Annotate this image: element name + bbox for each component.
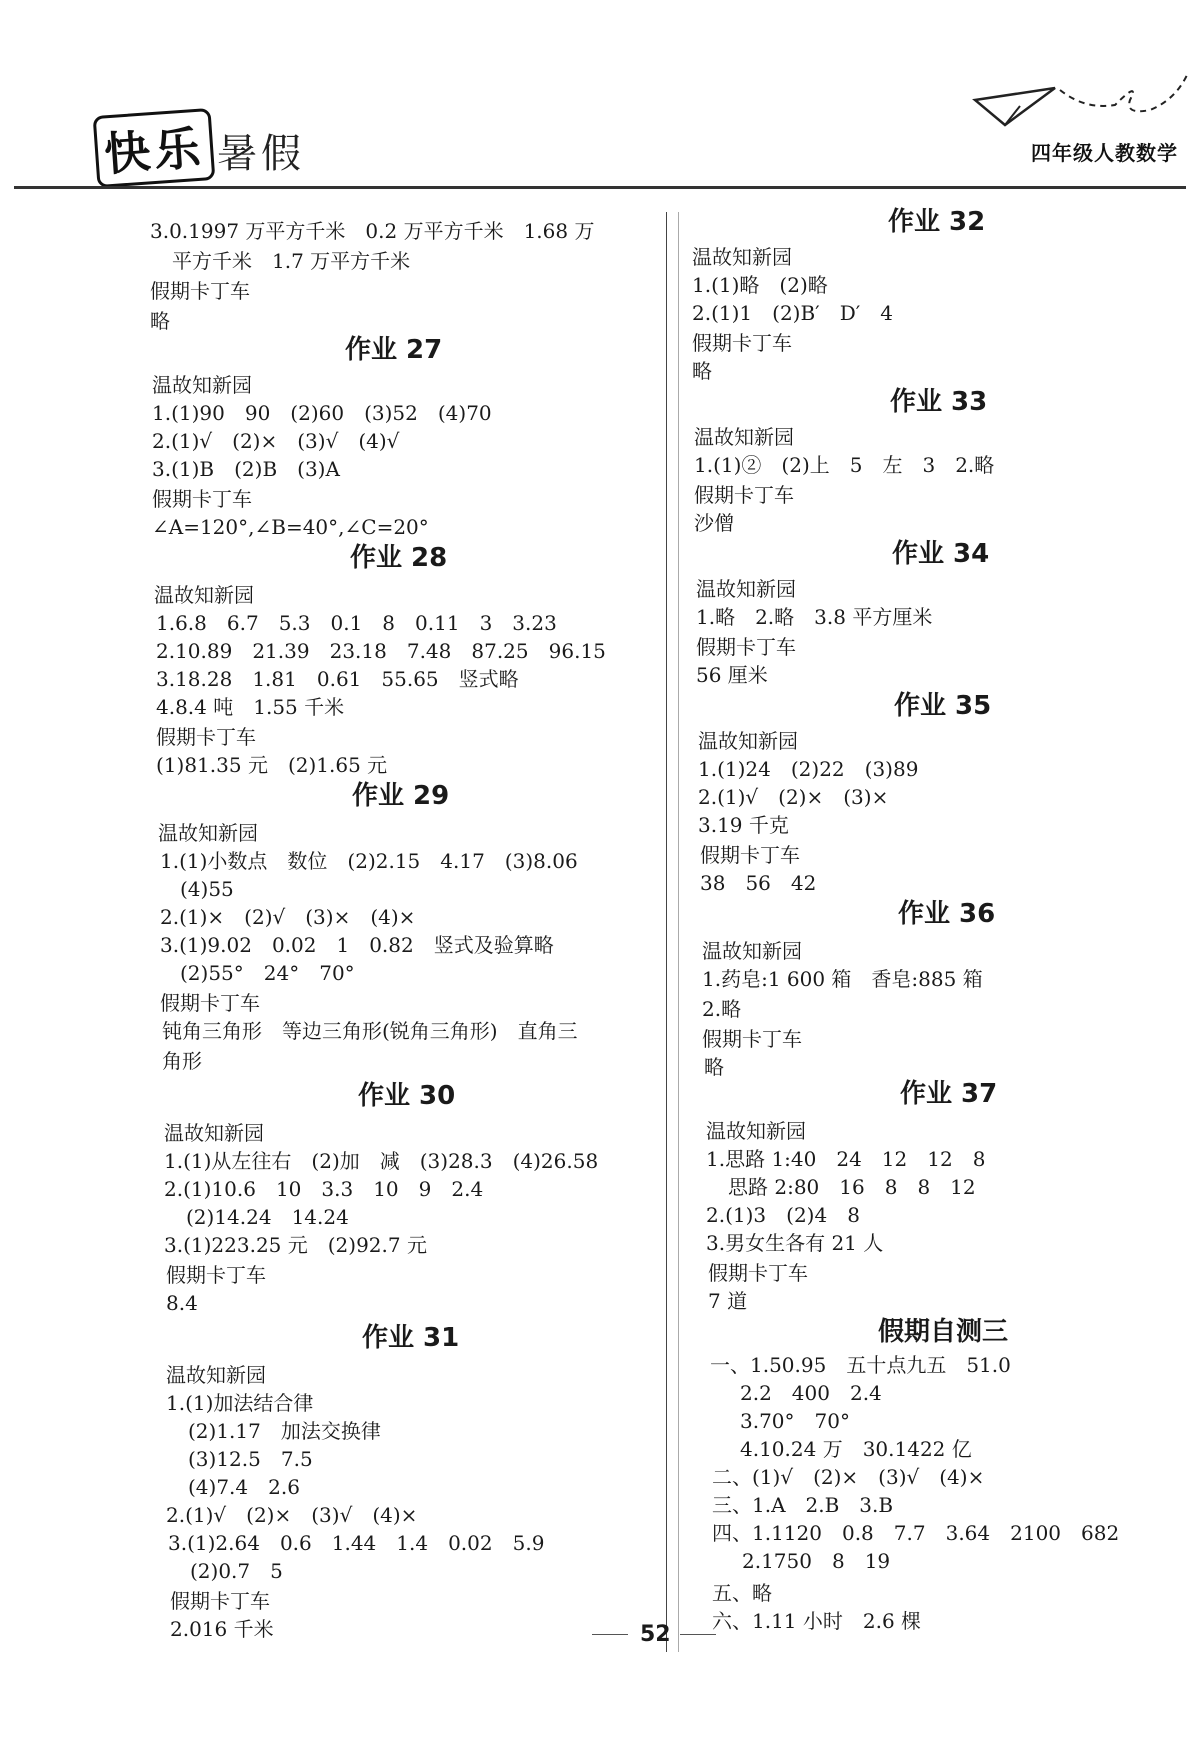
answer-line: 1.(1)90 90 (2)60 (3)52 (4)70	[152, 401, 492, 425]
section-label: 温故知新园	[164, 1121, 264, 1145]
answer-line: 2.(1)√ (2)× (3)√ (4)√	[152, 429, 400, 453]
answer-line: 4.10.24 万 30.1422 亿	[740, 1437, 972, 1461]
answer-line: 2.(1)3 (2)4 8	[706, 1203, 860, 1227]
page-number-dash-left	[592, 1634, 628, 1635]
section-label: 温故知新园	[152, 373, 252, 397]
section-label: 假期卡丁车	[696, 635, 796, 659]
section-label: 假期卡丁车	[152, 487, 252, 511]
column-divider-inner	[678, 212, 679, 1652]
section-heading: 假期自测三	[878, 1317, 1009, 1347]
answer-line: 3.男女生各有 21 人	[706, 1231, 884, 1255]
section-heading: 作业 29	[352, 781, 450, 811]
answer-line: (4)55	[180, 877, 234, 901]
answer-line: (4)7.4 2.6	[188, 1475, 300, 1499]
section-label: 温故知新园	[692, 245, 792, 269]
answer-line: 2.(1)× (2)√ (3)× (4)×	[160, 905, 416, 929]
answer-line: 思路 2:80 16 8 8 12	[728, 1175, 976, 1199]
answer-line: 3.(1)9.02 0.02 1 0.82 竖式及验算略	[160, 933, 554, 957]
answer-line: 1.(1)从左往右 (2)加 减 (3)28.3 (4)26.58	[164, 1149, 599, 1173]
answer-line: 沙僧	[694, 511, 734, 535]
answer-line: 略	[692, 359, 712, 383]
section-heading: 作业 30	[358, 1081, 456, 1111]
answer-line: 1.(1)24 (2)22 (3)89	[698, 757, 919, 781]
section-label: 温故知新园	[166, 1363, 266, 1387]
section-label: 温故知新园	[154, 583, 254, 607]
section-label: 温故知新园	[694, 425, 794, 449]
answer-line: 一、1.50.95 五十点九五 51.0	[710, 1353, 1011, 1377]
answer-line: 2.(1)√ (2)× (3)×	[698, 785, 889, 809]
answer-line: 三、1.A 2.B 3.B	[712, 1493, 894, 1517]
answer-line: 2.2 400 2.4	[740, 1381, 882, 1405]
answer-line: 六、1.11 小时 2.6 棵	[712, 1609, 922, 1633]
answer-line: (2)0.7 5	[190, 1559, 283, 1583]
answer-line: 3.(1)2.64 0.6 1.44 1.4 0.02 5.9	[168, 1531, 545, 1555]
section-label: 假期卡丁车	[700, 843, 800, 867]
section-label: 假期卡丁车	[160, 991, 260, 1015]
section-heading: 作业 28	[350, 543, 448, 573]
page-number-dash-right	[680, 1634, 716, 1635]
answer-line: 3.19 千克	[698, 813, 789, 837]
section-label: 温故知新园	[706, 1119, 806, 1143]
answer-line: 略	[704, 1055, 724, 1079]
answer-line: 1.(1)略 (2)略	[692, 273, 828, 297]
section-heading: 作业 31	[362, 1323, 460, 1353]
answer-line: (2)14.24 14.24	[186, 1205, 349, 1229]
section-label: 假期卡丁车	[702, 1027, 802, 1051]
answer-line: (1)81.35 元 (2)1.65 元	[156, 753, 388, 777]
answer-line: 2.略	[702, 997, 742, 1021]
answer-line: 3.(1)223.25 元 (2)92.7 元	[164, 1233, 427, 1257]
answer-line: 3.(1)B (2)B (3)A	[152, 457, 340, 481]
section-heading: 作业 35	[894, 691, 992, 721]
answer-line: 2.(1)1 (2)B′ D′ 4	[692, 301, 894, 325]
section-label: 假期卡丁车	[150, 279, 250, 303]
answer-line: 四、1.1120 0.8 7.7 3.64 2100 682	[712, 1521, 1120, 1545]
section-heading: 作业 37	[900, 1079, 998, 1109]
answer-line: 2.(1)10.6 10 3.3 10 9 2.4	[164, 1177, 484, 1201]
section-label: 假期卡丁车	[156, 725, 256, 749]
answer-line: 1.思路 1:40 24 12 12 8	[706, 1147, 986, 1171]
answer-line: 3.0.1997 万平方千米 0.2 万平方千米 1.68 万	[150, 219, 595, 243]
section-label: 温故知新园	[696, 577, 796, 601]
answer-line: 7 道	[708, 1289, 748, 1313]
answer-line: 1.药皂:1 600 箱 香皂:885 箱	[702, 967, 983, 991]
answer-line: 1.(1)② (2)上 5 左 3 2.略	[694, 453, 995, 477]
answer-line: 3.70° 70°	[740, 1409, 850, 1433]
answer-line: 略	[150, 309, 170, 333]
section-heading: 作业 36	[898, 899, 996, 929]
answer-line: 8.4	[166, 1291, 198, 1315]
answer-line: 2.016 千米	[170, 1617, 274, 1641]
answer-line: 五、略	[712, 1581, 772, 1605]
answer-line: 角形	[162, 1049, 202, 1073]
answer-line: 钝角三角形 等边三角形(锐角三角形) 直角三	[162, 1019, 578, 1043]
answer-line: 56 厘米	[696, 663, 768, 687]
answer-line: (2)1.17 加法交换律	[188, 1419, 381, 1443]
answer-line: 二、(1)√ (2)× (3)√ (4)×	[712, 1465, 985, 1489]
answer-line: 平方千米 1.7 万平方千米	[172, 249, 411, 273]
answer-line: 1.(1)加法结合律	[166, 1391, 314, 1415]
section-heading: 作业 34	[892, 539, 990, 569]
answer-line: 2.10.89 21.39 23.18 7.48 87.25 96.15	[156, 639, 606, 663]
section-label: 假期卡丁车	[708, 1261, 808, 1285]
answer-line: (2)55° 24° 70°	[180, 961, 355, 985]
column-divider	[666, 212, 667, 1652]
answer-line: 1.6.8 6.7 5.3 0.1 8 0.11 3 3.23	[156, 611, 557, 635]
answer-line: 38 56 42	[700, 871, 817, 895]
book-title: 四年级人教数学	[1031, 141, 1178, 165]
section-label: 温故知新园	[158, 821, 258, 845]
section-heading: 作业 27	[345, 335, 443, 365]
section-label: 假期卡丁车	[166, 1263, 266, 1287]
section-label: 假期卡丁车	[694, 483, 794, 507]
answer-line: ∠A=120°,∠B=40°,∠C=20°	[152, 515, 429, 539]
answer-line: 4.8.4 吨 1.55 千米	[156, 695, 345, 719]
answer-line: 2.1750 8 19	[742, 1549, 891, 1573]
answer-line: 3.18.28 1.81 0.61 55.65 竖式略	[156, 667, 519, 691]
answer-line: 2.(1)√ (2)× (3)√ (4)×	[166, 1503, 418, 1527]
section-label: 假期卡丁车	[692, 331, 792, 355]
answer-line: 1.(1)小数点 数位 (2)2.15 4.17 (3)8.06	[160, 849, 578, 873]
section-label: 温故知新园	[702, 939, 802, 963]
header-divider	[14, 186, 1186, 189]
brand-logo	[95, 112, 305, 184]
answer-line: 1.略 2.略 3.8 平方厘米	[696, 605, 933, 629]
section-label: 温故知新园	[698, 729, 798, 753]
section-heading: 作业 33	[890, 387, 988, 417]
page-number: 52	[640, 1622, 671, 1647]
logo-main: 快乐	[93, 108, 216, 188]
answer-line: (3)12.5 7.5	[188, 1447, 313, 1471]
section-heading: 作业 32	[888, 207, 986, 237]
logo-sub: 暑假	[217, 131, 305, 177]
section-label: 假期卡丁车	[170, 1589, 270, 1613]
